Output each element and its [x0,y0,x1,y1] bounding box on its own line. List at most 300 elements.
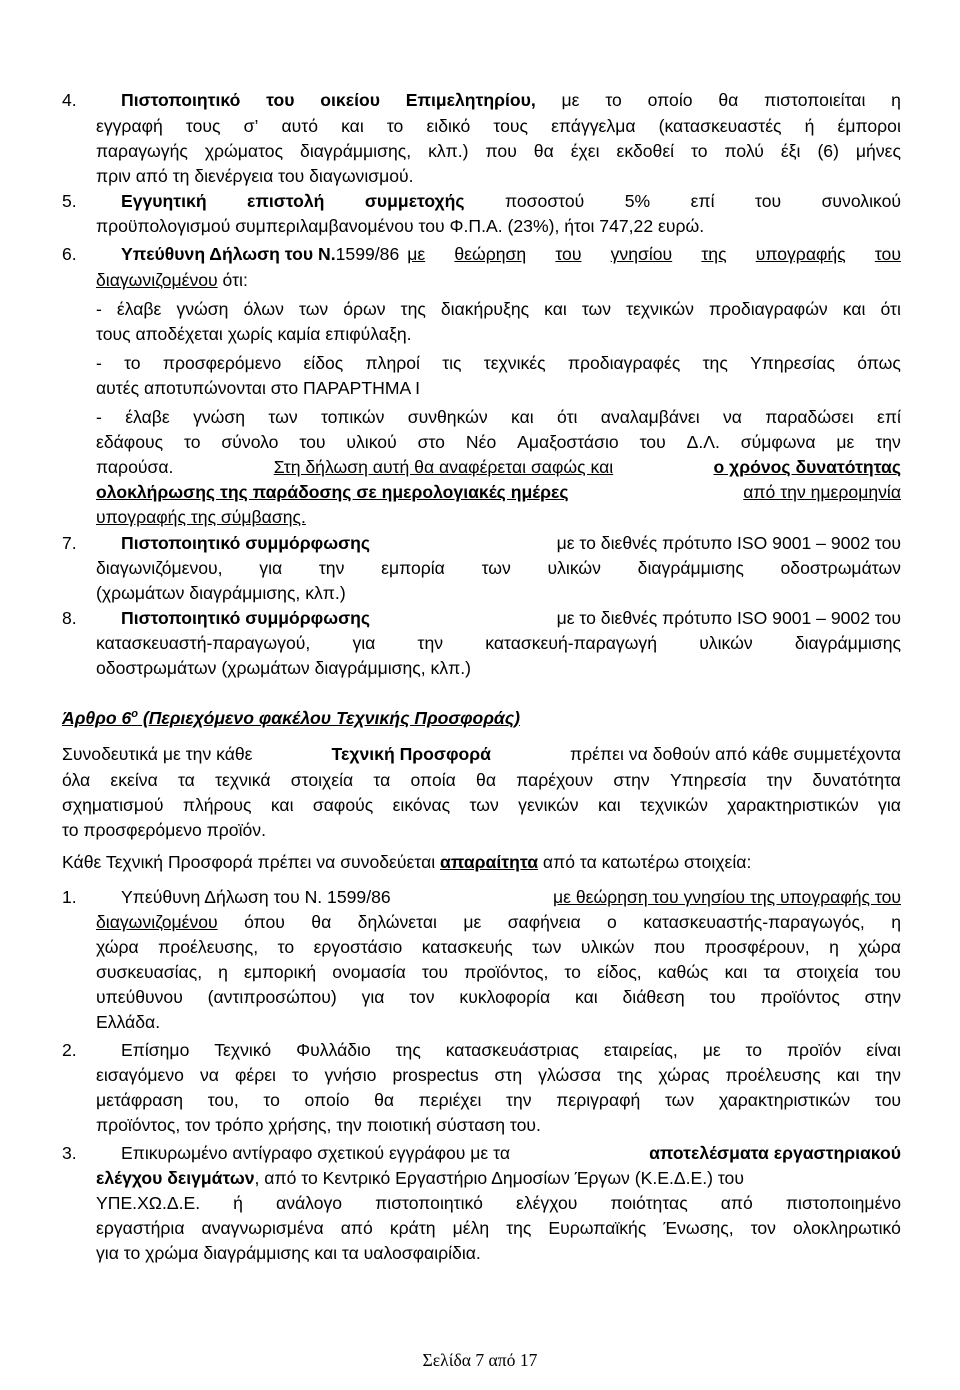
w: σαφήνεια [507,912,581,932]
w: του [874,244,901,264]
word: διακήρυξης [440,299,530,319]
word: εκδοθεί [616,141,675,161]
word: του [266,90,295,110]
item-6-contract-signing: υπογραφής της σύμβασης. [96,507,306,527]
page-footer: Σελίδα 7 από 17 [422,1350,538,1370]
word: τεχνικά [215,770,271,790]
word: ποιότητας [610,1193,688,1213]
article-heading-label: Άρθρο 6 [62,708,132,728]
word: οδοστρωμάτων [780,558,901,578]
article-p1-start: Συνοδευτικά με την κάθε [62,744,253,764]
list-item-3-line-2 [96,1168,744,1189]
word: από [720,1193,753,1213]
word: επί [690,191,715,211]
list-item-3-number: 3. [62,1143,77,1163]
word: τεχνικές [483,353,546,373]
word: το [277,937,295,957]
item-7-line-3: (χρωμάτων διαγράμμισης, κλπ.) [96,583,346,603]
word: συμμετοχής [364,191,465,211]
word: κατασκευάστριας [445,1040,579,1060]
word: χώρα [96,937,139,957]
word: Δ.Λ. [686,432,720,452]
item-6-from-date-phrase: από την ημερομηνία [743,482,901,502]
word: το [386,116,404,136]
word: τα [373,770,391,790]
word: όλων [243,299,284,319]
word: όλα [62,770,91,790]
word: σύμφωνα [740,432,816,452]
word: διαγωνιζόμενου, [96,558,223,578]
item-6-completion-phrase: ολοκλήρωσης της παράδοσης σε ημερολογιακές ημέρες [96,482,569,502]
item-8-line-3: οδοστρωμάτων (χρωμάτων διαγράμμισης, κλπ.) [96,658,472,678]
item-8-line-2 [96,633,901,654]
word: προϊόντος [760,987,840,1007]
word: το [263,1090,280,1110]
word: μήνες [855,141,901,161]
word: προϊόν [786,1040,842,1060]
item-6-law-number: 1599/86 [335,244,400,264]
list-item-3-lab-results: αποτελέσματα εργαστηριακού [649,1143,901,1163]
item-4-line-1 [121,90,901,111]
word: εδάφους [96,432,164,452]
word: των [299,299,329,319]
item-6-bullet-2-line-2: αυτές αποτυπώνονται στο ΠΑΡΑΡΤΗΜΑ Ι [96,378,421,398]
word: προέλευσης [725,1065,821,1085]
word: (κατασκευαστές [658,116,782,136]
word: - [96,407,102,427]
item-6-bullet-3-line-5 [96,507,306,528]
w: όπου [244,912,285,932]
list-item-2-line-2 [96,1065,901,1086]
word: συνολικού [821,191,901,211]
word: κυκλοφορία [459,987,551,1007]
list-item-1-signature-phrase: με θεώρηση του γνησίου της υπογραφής του [552,887,901,907]
word: το [184,432,201,452]
item-8-line-1 [121,608,901,629]
item-4-line-2 [96,116,901,137]
word: και [270,795,294,815]
word: των [469,795,499,815]
word: εγγραφή [96,116,163,136]
word: των [664,1090,695,1110]
word: την [506,1090,532,1110]
item-4-line-3 [96,141,901,162]
word: πιστοποιημένο [785,1193,901,1213]
word: ότι [880,299,901,319]
word: καθώς [657,962,709,982]
word: Ευρωπαϊκής [548,1218,647,1238]
item-6-bullet-3-line-3 [96,457,901,478]
word: της [400,299,426,319]
word: πιστοποιητικό [375,1193,483,1213]
word: Επίσημο [121,1040,190,1060]
item-7-number: 7. [62,533,77,553]
word: σχηματισμού [62,795,164,815]
word: πιστοποιείται [764,90,866,110]
word: - [96,353,102,373]
word: με [561,90,580,110]
word: οποία [410,770,456,790]
word: του [639,432,666,452]
word: ΥΠΕ.ΧΩ.Δ.Ε. [96,1193,201,1213]
list-item-2-line-3 [96,1090,901,1111]
item-6-line-2 [96,270,248,291]
item-6-bullet-3-line-2 [96,432,901,453]
word: σύνολο [221,432,279,452]
list-item-3-line-4 [96,1218,901,1239]
word: τα [763,962,781,982]
word: εργαστήρια [96,1218,185,1238]
word: του [874,962,901,982]
word: το [124,353,141,373]
word: ανάλογο [276,1193,343,1213]
word: προσφέρουν, [704,937,810,957]
word: και [511,407,534,427]
word: γνήσιο [324,1065,377,1085]
word: των [481,558,511,578]
word: Αμαξοστάσιο [517,432,619,452]
item-8-certificate-title: Πιστοποιητικό συμμόρφωσης [121,608,371,628]
word: Πιστοποιητικό [121,90,241,110]
word: ποσοστού [505,191,585,211]
article-heading-superscript: ο [131,708,138,721]
word: φέρει [234,1065,276,1085]
word: για [352,633,376,653]
article-p1-line-1 [62,744,901,765]
word: των [268,407,298,427]
word: που [653,937,686,957]
w: θεώρηση [454,244,527,264]
word: μετάφραση [96,1090,184,1110]
item-6-bullet-3-line-1 [96,407,901,428]
word: τους [185,116,221,136]
word: χαρακτηριστικών [718,1090,851,1110]
word: Υπηρεσία [669,770,747,790]
w: η [891,912,901,932]
word: Υπηρεσίας [750,353,835,373]
word: έμποροι [837,116,901,136]
item-8-iso-text: με το διεθνές πρότυπο ISO 9001 – 9002 του [556,608,901,628]
article-technical-offer: Τεχνική Προσφορά [331,744,491,764]
word: επί [877,407,901,427]
word: το [605,90,622,110]
list-item-3-lab-name: , από το Κεντρικό Εργαστήριο Δημοσίων Έργων (Κ.Ε.Δ.Ε.) του [254,1168,744,1188]
word: χώρας [658,1065,710,1085]
article-p2-required: απαραίτητα [440,852,539,872]
word: στην [613,770,650,790]
item-7-line-2 [96,558,901,579]
article-p1-line-2 [62,770,901,791]
word: της [617,1065,643,1085]
word: του [421,962,449,982]
w: δηλώνεται [357,912,437,932]
word: 5% [624,191,651,211]
article-p2-end: από τα κατωτέρω στοιχεία: [542,852,752,872]
word: με [702,1040,721,1060]
item-6-bullet-1-line-2: τους αποδέχεται χωρίς καμία επιφύλαξη. [96,324,412,344]
list-item-3-line-5: για το χρώμα διαγράμμισης και τα υαλοσφαιρίδια. [96,1243,481,1263]
word: θα [718,90,739,110]
item-6-present-word: παρούσα. [96,457,174,477]
article-p2-start: Κάθε Τεχνική Προσφορά πρέπει να συνοδεύεται [62,852,436,872]
list-item-3-line-1 [121,1143,901,1164]
item-6-number: 6. [62,244,77,264]
word: τα [177,770,195,790]
word: ότι [557,407,578,427]
word: επάγγελμα [551,116,636,136]
word: της [395,1040,421,1060]
article-heading [62,708,520,729]
word: και [836,1065,860,1085]
word: για [878,795,901,815]
item-6-bullet-3-line-4 [96,482,901,503]
w: υπογραφής [755,244,846,264]
item-6-declaration-title: Υπεύθυνη Δήλωση του Ν. [121,244,336,264]
word: κλπ.) [428,141,469,161]
word: διαγράμμισης [637,558,744,578]
list-item-1-bidder-word: διαγωνιζομένου [96,912,218,932]
list-item-3-start: Επικυρωμένο αντίγραφο σχετικού εγγράφου με τα [121,1143,511,1163]
word: στοιχεία [796,962,859,982]
w: του [555,244,582,264]
item-5-line-1 [121,191,901,212]
word: το [564,962,581,982]
list-item-2-line-4: προϊόντος, τον τρόπο χρήσης, την ποιοτική σύσταση του. [96,1115,541,1135]
word: κατασκευαστή-παραγωγού, [96,633,311,653]
item-6-bullet-1-line-1 [96,299,901,320]
word: συσκευασίας, [96,962,203,982]
list-item-3-sample-check: ελέγχου δειγμάτων [96,1168,255,1188]
word: και [341,116,364,136]
word: έλαβε [125,407,170,427]
word: και [842,299,866,319]
word: εργοστάσιο [313,937,403,957]
word: την [318,558,345,578]
w: με [463,912,482,932]
word: του, [207,1090,239,1110]
w: γνησίου [610,244,673,264]
list-item-1-line-2 [96,912,901,933]
word: το [745,1040,763,1060]
word: κράτη [389,1218,436,1238]
word: θα [533,141,554,161]
word: γενικών [518,795,579,815]
item-7-iso-text: με το διεθνές πρότυπο ISO 9001 – 9002 του [556,533,901,553]
word: περιγραφή [556,1090,641,1110]
word: Φυλλάδιο [296,1040,371,1060]
word: των [532,937,562,957]
item-6-line-1 [121,244,901,265]
word: παραδώσει [765,407,854,427]
word: την [766,770,793,790]
word: αναλαμβάνει [600,407,700,427]
word: πλήρους [182,795,252,815]
word: την [875,1065,901,1085]
word: το [291,1065,309,1085]
article-heading-title: (Περιεχόμενο φακέλου Τεχνικής Προσφοράς) [137,708,521,728]
word: (6) [817,141,839,161]
word: σ’ [243,116,259,136]
word: αναγνωρισμένα [201,1218,324,1238]
word: η [829,937,839,957]
word: χαρακτηριστικών [727,795,859,815]
word: προέλευσης, [158,937,259,957]
word: όπως [857,353,901,373]
word: Εγγυητική [121,191,207,211]
word: υλικών [699,633,753,653]
word: έχει [570,141,600,161]
word: χρώματος [204,141,284,161]
word: να [722,407,742,427]
word: τεχνικών [640,795,708,815]
word: που [485,141,517,161]
word: από [340,1218,373,1238]
word: γνώση [193,407,246,427]
list-item-2-line-1 [121,1040,901,1061]
word: του [709,987,736,1007]
word: (αντιπροσώπου) [207,987,337,1007]
word: για [259,558,283,578]
word: περιέχει [418,1090,482,1110]
word: γνώση [176,299,229,319]
word: υλικού [346,432,397,452]
word: πολύ [724,141,764,161]
w: κατασκευαστής-παραγωγός, [643,912,865,932]
word: στη [494,1065,523,1085]
word: των [581,299,612,319]
word: υπεύθυνου [96,987,183,1007]
item-8-number: 8. [62,608,77,628]
word: την [417,633,444,653]
word: τοπικών [320,407,385,427]
word: προσφερόμενο [162,353,282,373]
word: και [724,962,748,982]
word: χώρα [858,937,901,957]
word: αυτό [281,116,318,136]
w: ο [607,912,617,932]
word: ονομασία [332,962,406,982]
word: Ένωσης, [663,1218,734,1238]
word: θα [374,1090,395,1110]
article-p1-rest: πρέπει να δοθούν από κάθε συμμετέχοντα [570,744,901,764]
word: προϊόντος, [464,962,549,982]
word: έξι [780,141,801,161]
item-6-time-phrase: ο χρόνος δυνατότητας [713,457,901,477]
item-6-bidder-word: διαγωνιζομένου [96,270,218,290]
word: πληροί [365,353,420,373]
word: στοιχεία [290,770,354,790]
word: και [597,795,621,815]
item-4-number: 4. [62,90,77,110]
word: του [299,432,326,452]
word: όρων [343,299,386,319]
word: εμπορική [244,962,317,982]
word: επιστολή [247,191,325,211]
word: μέλη [452,1218,490,1238]
word: τεχνικών [626,299,694,319]
word: - [96,299,102,319]
word: θα [476,770,496,790]
item-5-number: 5. [62,191,77,211]
word: οποίο [304,1090,350,1110]
w: με [407,244,426,264]
list-item-3-line-3 [96,1193,901,1214]
word: δυνατότητα [812,770,901,790]
word: κατασκευή-παραγωγή [485,633,657,653]
word: διαγράμμισης [794,633,901,653]
word: είναι [866,1040,901,1060]
word: της [506,1218,532,1238]
word: για [361,987,385,1007]
list-item-1-line-4 [96,962,901,983]
item-7-certificate-title: Πιστοποιητικό συμμόρφωσης [121,533,371,553]
list-item-2-number: 2. [62,1040,77,1060]
word: συνθηκών [407,407,488,427]
word: κατασκευής [421,937,513,957]
word: εταιρείας, [603,1040,678,1060]
word: οικείου [320,90,380,110]
word: prospectus [392,1065,479,1085]
word: προδιαγραφές [567,353,681,373]
word: της [702,353,728,373]
word: του [874,1090,901,1110]
word: είδος [303,353,344,373]
item-6-that: ότι: [217,270,248,290]
list-item-1-declaration: Υπεύθυνη Δήλωση του Ν. 1599/86 [121,887,391,907]
w: της [701,244,727,264]
word: ή [804,116,815,136]
word: τον [750,1218,776,1238]
word: υλικών [547,558,601,578]
item-6-bullet-2-line-1 [96,353,901,374]
word: παραγωγής [96,141,188,161]
list-item-1-line-6: Ελλάδα. [96,1012,161,1032]
word: τον [409,987,435,1007]
list-item-1-line-5 [96,987,901,1008]
word: Νέο [465,432,497,452]
word: του [755,191,782,211]
word: και [544,299,567,319]
word: η [891,90,901,110]
word: Επιμελητηρίου, [405,90,536,110]
word: σαφούς [312,795,374,815]
word: διαγράμμισης, [300,141,412,161]
word: προδιαγραφών [709,299,828,319]
list-item-1-number: 1. [62,887,77,907]
word: στην [864,987,901,1007]
word: εικόνας [392,795,451,815]
word: την [875,432,901,452]
word: έλαβε [116,299,162,319]
word: και [575,987,598,1007]
word: υλικών [580,937,635,957]
item-6-statement-phrase: Στη δήλωση αυτή θα αναφέρεται σαφώς και [273,457,614,477]
word: ή [233,1193,243,1213]
word: οποίο [647,90,693,110]
item-7-line-1 [121,533,901,554]
item-6-signature-phrase [407,244,901,265]
word: διάθεση [622,987,685,1007]
list-item-1-line-3 [96,937,901,958]
word: στο [417,432,445,452]
word: παρέχουν [516,770,594,790]
word: να [199,1065,219,1085]
word: είδος, [596,962,642,982]
article-p1-line-3 [62,795,901,816]
word: τις [442,353,462,373]
list-item-1-line-1 [121,887,901,908]
word: με [836,432,855,452]
